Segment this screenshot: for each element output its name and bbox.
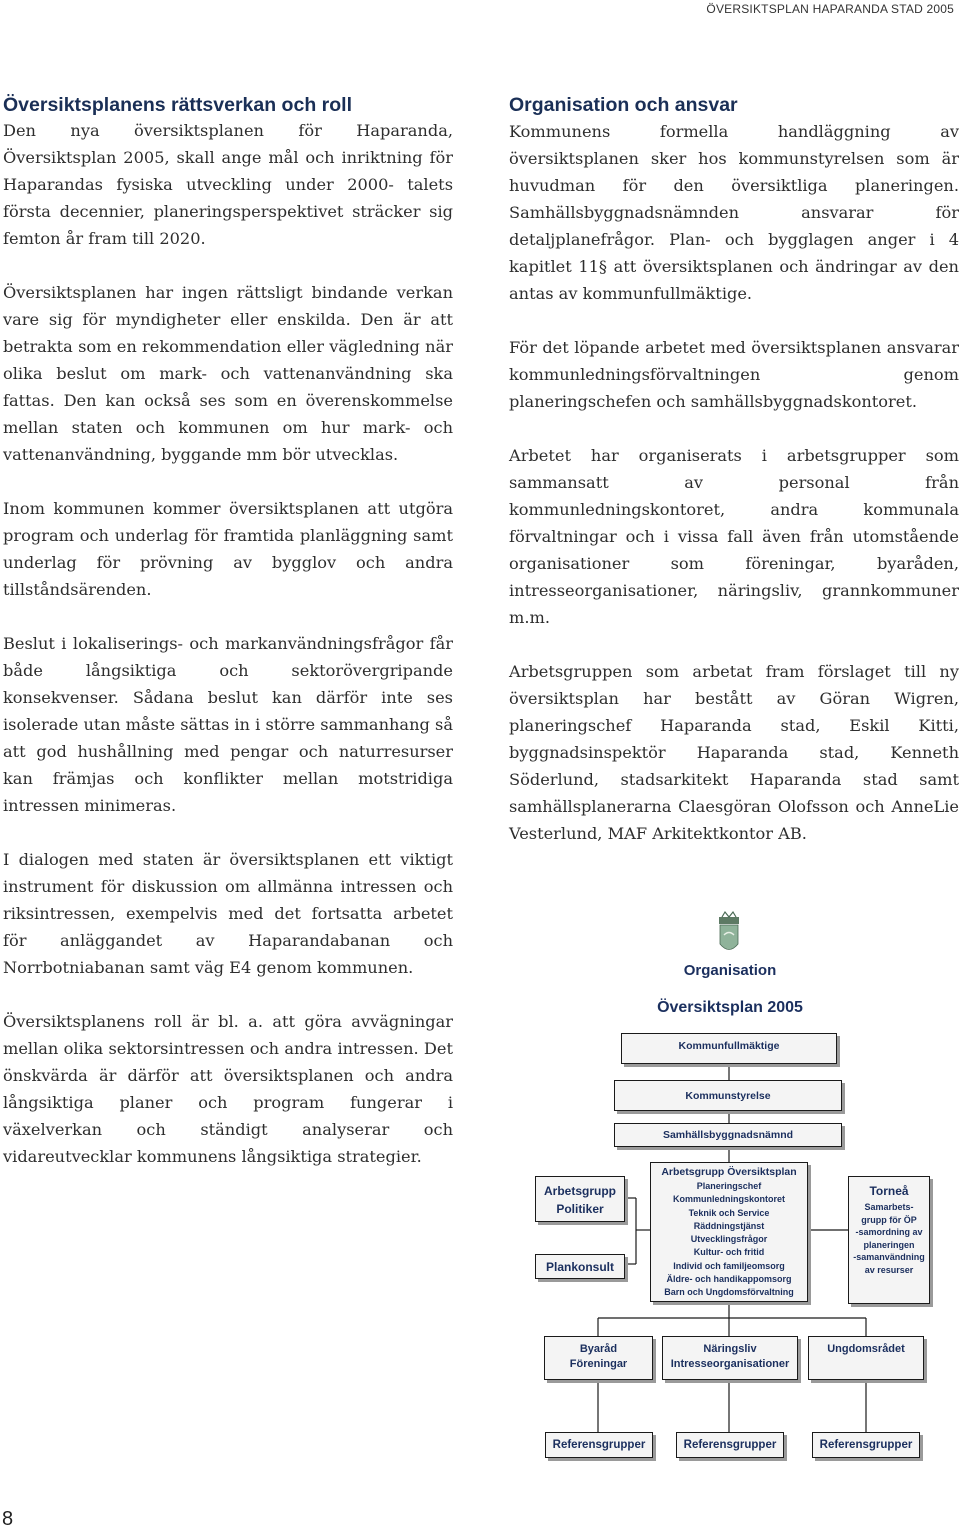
box-line: Räddningstjänst [693,1220,765,1231]
box-arbetsgrupp-politiker [535,1176,625,1222]
paragraph: I dialogen med staten är översiktsplanen ett viktigt instrument för diskussion om allmänna intressen och riksintressen, exempelvis med det fortsatta arbetet för anläggandet av Haparandabanan och Norrbotniabanan samt väg E4 genom kommunen. [3,850,453,977]
box-line: Äldre- och handikappomsorg [666,1274,792,1285]
box-title: Torneå [869,1184,909,1198]
paragraph: För det löpande arbetet med översiktsplanen ansvarar kommunledningsförvaltningen genom planeringschefen och samhällsbyggnadskontoret. [509,338,959,411]
box-line: Samarbets- [864,1202,914,1212]
box-ungdomsradet: Ungdomsrådet [808,1336,924,1380]
paragraph: Översiktsplanens roll är bl. a. att göra avvägningar mellan olika sektorsintressen och andra intressen. Det önskvärda är därför att översiktsplanen och andra långsiktiga planer och program fungerar i växelverkan och ständigt analyserar och vidareutvecklar kommunens långsiktiga strategier. [3,1012,453,1166]
box-label: Byaråd [579,1343,618,1355]
box-line: av resurser [864,1264,914,1275]
section-heading-organisation: Organisation och ansvar [509,94,738,116]
box-line: Kultur- och fritid [693,1247,765,1258]
paragraph: Kommunens formella handläggning av översiktsplanen sker hos kommunstyrelsen som är huvudman för den översiktliga planeringen. Samhällsbyggnadsnämnden ansvarar för detaljplanefrågor. Plan- och bygglagen anger i 4 kapitlet 11§ att översiktsplanen och ändringar av den antas av kommunfullmäktige. [509,122,959,303]
box-tornea [848,1176,930,1304]
paragraph: Översiktsplanen har ingen rättsligt bindande verkan vare sig för myndigheter eller enskilda. Den är att betrakta som en rekommendation eller vägledning när olika beslut om mark- och vattenanvändning ska fattas. Den kan också ses som en överenskommelse mellan staten och kommunen om hur mark- och vattenanvändning, byggande mm bör utvecklas. [3,283,453,464]
box-samhallsbyggnadsnamnd: Samhällsbyggnadsnämnd [614,1123,842,1147]
box-referensgrupper: Referensgrupper [676,1432,784,1458]
box-line: -samanvändning [853,1252,925,1263]
box-line: planeringen [863,1239,915,1250]
box-referensgrupper: Referensgrupper [812,1432,920,1458]
box-line: Utvecklingsfrågor [690,1234,768,1245]
org-chart-subtitle: Översiktsplan 2005 [657,999,803,1016]
box-byarad-foreningar [544,1336,653,1380]
box-kommunfullmaktige: Kommunfullmäktige [621,1033,837,1064]
org-chart-title: Organisation [683,962,777,979]
haparanda-coat-of-arms-icon [719,912,739,950]
box-line: Planeringschef [696,1181,762,1191]
paragraph: Arbetsgruppen som arbetat fram förslaget till ny översiktsplan har bestått av Göran Wigren, planeringschef Haparanda stad, Eskil Kitti, byggnadsinspektör Haparanda stad, Kenneth Söderlund, stadsarkitekt Haparanda stad samt samhällsplanerarna Claesgöran Olofsson och AnneLie Vesterlund, MAF Arkitektkontor AB. [509,662,959,843]
box-referensgrupper: Referensgrupper [545,1432,653,1458]
running-header: ÖVERSIKTSPLAN HAPARANDA STAD 2005 [706,2,954,16]
box-label: Arbetsgrupp [544,1184,616,1198]
box-kommunstyrelse: Kommunstyrelse [614,1080,842,1111]
paragraph: Arbetet har organiserats i arbetsgrupper som sammansatt av personal från kommunledningskontoret, andra kommunala förvaltningar och i vissa fall även från utomstående organisationer som föreningar, byaråden, intresseorganisationer, näringsliv, grannkommuner m.m. [509,446,959,627]
box-label: Föreningar [569,1358,628,1370]
box-line: -samordning av [855,1227,923,1238]
box-line: Kommunledningskontoret [673,1194,785,1205]
box-title: Arbetsgrupp Översiktsplan [661,1166,797,1178]
box-arbetsgrupp-oversiktsplan [650,1162,808,1302]
box-label: Politiker [556,1202,604,1216]
paragraph: Den nya översiktsplanen för Haparanda, Översiktsplan 2005, skall ange mål och inriktning för Haparandas fysiska utveckling under 2000- talets första decennier, planeringsperspektivet sträcker sig femton år fram till 2020. [3,121,453,248]
page-number: 8 [2,1508,14,1530]
paragraph: Beslut i lokaliserings- och markanvändningsfrågor får både långsiktiga och sektorövergripande konsekvenser. Sådana beslut kan därför inte ses isolerade utan måste sättas in i större sammanhang så att god hushållning med pengar och naturresurser kan främjas och konflikter mellan motstridiga intressen minimeras. [3,634,453,815]
box-plankonsult: Plankonsult [535,1254,625,1279]
box-label: Näringsliv [703,1343,757,1355]
box-naringsliv-intresseorganisationer [662,1336,798,1380]
box-line: Individ och familjeomsorg [673,1260,785,1271]
box-label: Intresseorganisationer [670,1358,790,1370]
box-line: grupp för ÖP [861,1214,917,1225]
section-heading-rattsverkan: Översiktsplanens rättsverkan och roll [3,94,352,116]
box-line: Barn och Ungdomsförvaltning [664,1287,794,1298]
paragraph: Inom kommunen kommer översiktsplanen att utgöra program och underlag för framtida planläggning samt underlag för prövning av bygglov och andra tillståndsärenden. [3,499,453,599]
box-line: Teknik och Service [688,1207,770,1218]
